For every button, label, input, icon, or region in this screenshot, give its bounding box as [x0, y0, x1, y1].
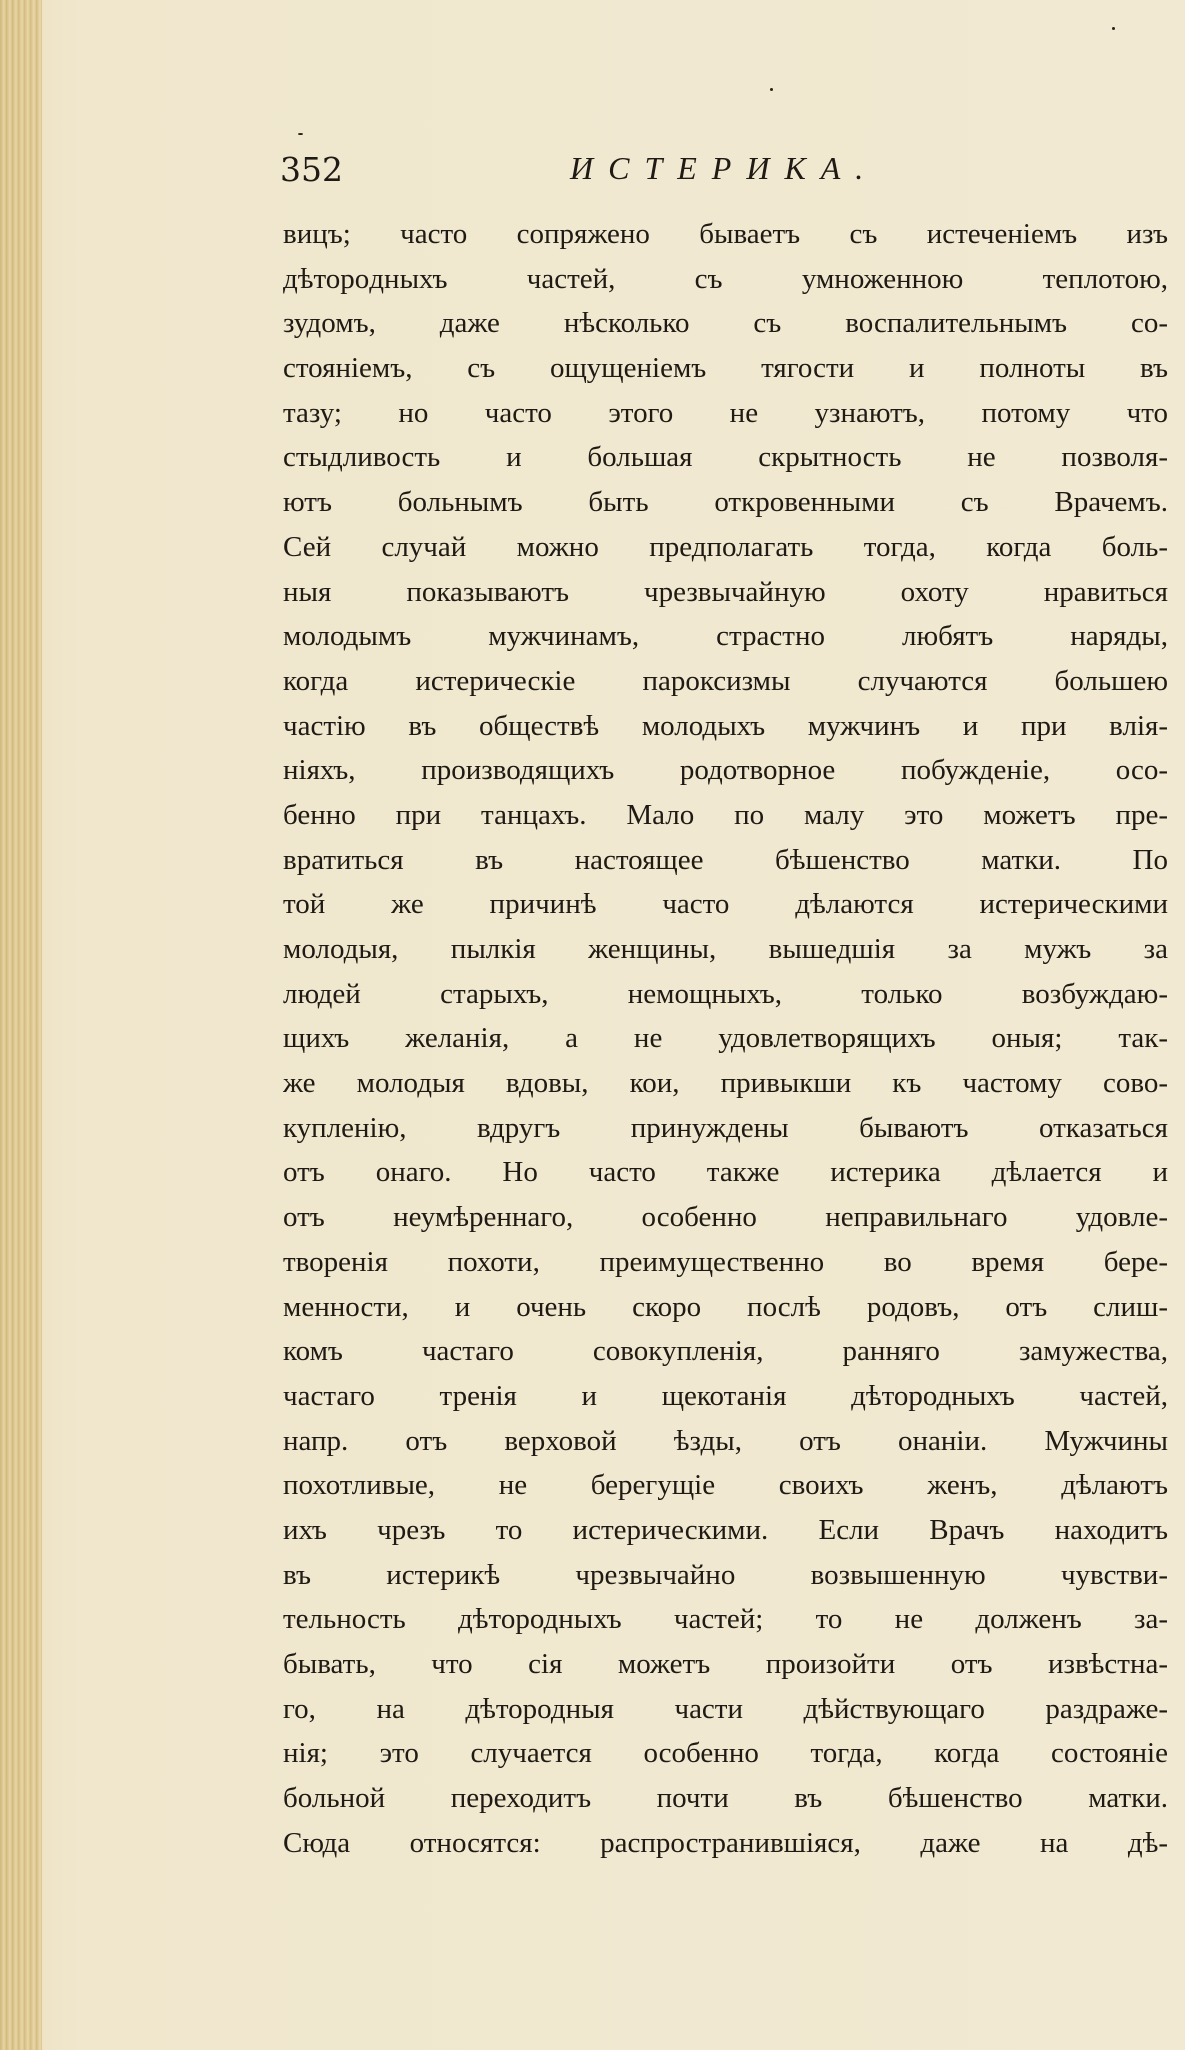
text-line: бенно при танцахъ. Мало по малу это можетъ пре-: [283, 798, 1168, 831]
page-number: 352: [280, 150, 343, 189]
text-line: больной переходитъ почти въ бѣшенство матки.: [283, 1782, 1168, 1815]
text-line: ютъ больнымъ быть откровенными съ Врачемъ.: [283, 486, 1168, 519]
text-line: людей старыхъ, немощныхъ, только возбуждаю-: [283, 977, 1168, 1010]
text-line: щихъ желанія, а не удовлетворящихъ оныя; так-: [283, 1022, 1168, 1055]
text-line: бывать, что сія можетъ произойти отъ извѣстна-: [283, 1648, 1168, 1680]
body-text: [283, 212, 1168, 1865]
text-line: стояніемъ, съ ощущеніемъ тягости и полноты въ: [283, 352, 1168, 385]
text-line: той же причинѣ часто дѣлаются истерическими: [283, 888, 1168, 921]
text-line: ніяхъ, производящихъ родотворное побужденіе, осо-: [283, 754, 1168, 787]
text-line: когда истерическіе пароксизмы случаются большею: [283, 664, 1168, 697]
text-line: частію въ обществѣ молодыхъ мужчинъ и при влія-: [283, 709, 1168, 742]
page-edge-stack: [0, 0, 42, 2050]
ink-speck: [1112, 27, 1115, 30]
text-line: Сюда относятся: распространившіяся, даже на дѣ-: [283, 1826, 1168, 1859]
text-line: творенія похоти, преимущественно во время бере-: [283, 1245, 1168, 1278]
text-line: зудомъ, даже нѣсколько съ воспалительнымъ со-: [283, 307, 1168, 340]
text-line: молодыя, пылкія женщины, вышедшія за мужъ за: [283, 933, 1168, 965]
text-line: ныя показываютъ чрезвычайную охоту нравиться: [283, 575, 1168, 608]
text-line: въ истерикѣ чрезвычайно возвышенную чувстви-: [283, 1558, 1168, 1591]
text-line: напр. отъ верховой ѣзды, отъ онаніи. Мужчины: [283, 1424, 1168, 1457]
page-header: [280, 150, 1125, 200]
text-line: го, на дѣтородныя части дѣйствующаго раздраже-: [283, 1692, 1168, 1725]
text-line: молодымъ мужчинамъ, страстно любятъ наряды,: [283, 620, 1168, 653]
text-line: дѣторoдныхъ частей, съ умноженною теплотою,: [283, 262, 1168, 295]
text-line: отъ онаго. Но часто также истерика дѣлается и: [283, 1156, 1168, 1189]
text-line: похотливые, не берегущіе своихъ женъ, дѣлаютъ: [283, 1469, 1168, 1502]
running-title: ИСТЕРИКА.: [570, 150, 879, 186]
text-line: комъ частаго совокупленія, ранняго замужества,: [283, 1335, 1168, 1368]
text-line: вратиться въ настоящее бѣшенство матки. По: [283, 843, 1168, 876]
text-line: отъ неумѣреннаго, особенно неправильнаго удовле-: [283, 1201, 1168, 1234]
text-line: нія; это случается особенно тогда, когда состояніе: [283, 1737, 1168, 1770]
text-line: ихъ чрезъ то истерическими. Если Врачъ находитъ: [283, 1513, 1168, 1546]
ink-speck: [770, 88, 773, 91]
text-line: Сей случай можно предполагать тогда, когда боль-: [283, 530, 1168, 563]
text-line: же молодыя вдовы, кои, привыкши къ частому сово-: [283, 1067, 1168, 1100]
text-line: тельность дѣтородныхъ частей; то не долженъ за-: [283, 1603, 1168, 1636]
text-line: менности, и очень скоро послѣ родовъ, отъ слиш-: [283, 1290, 1168, 1323]
text-line: частаго тренія и щекотанія дѣтородныхъ частей,: [283, 1379, 1168, 1412]
ink-speck: [298, 133, 303, 135]
text-line: тазу; но часто этого не узнаютъ, потому что: [283, 396, 1168, 429]
text-line: стыдливость и большая скрытность не позволя-: [283, 441, 1168, 474]
text-line: вицъ; часто сопряжено бываетъ съ истеченіемъ изъ: [283, 218, 1168, 250]
text-line: купленію, вдругъ принуждены бываютъ отказаться: [283, 1111, 1168, 1144]
